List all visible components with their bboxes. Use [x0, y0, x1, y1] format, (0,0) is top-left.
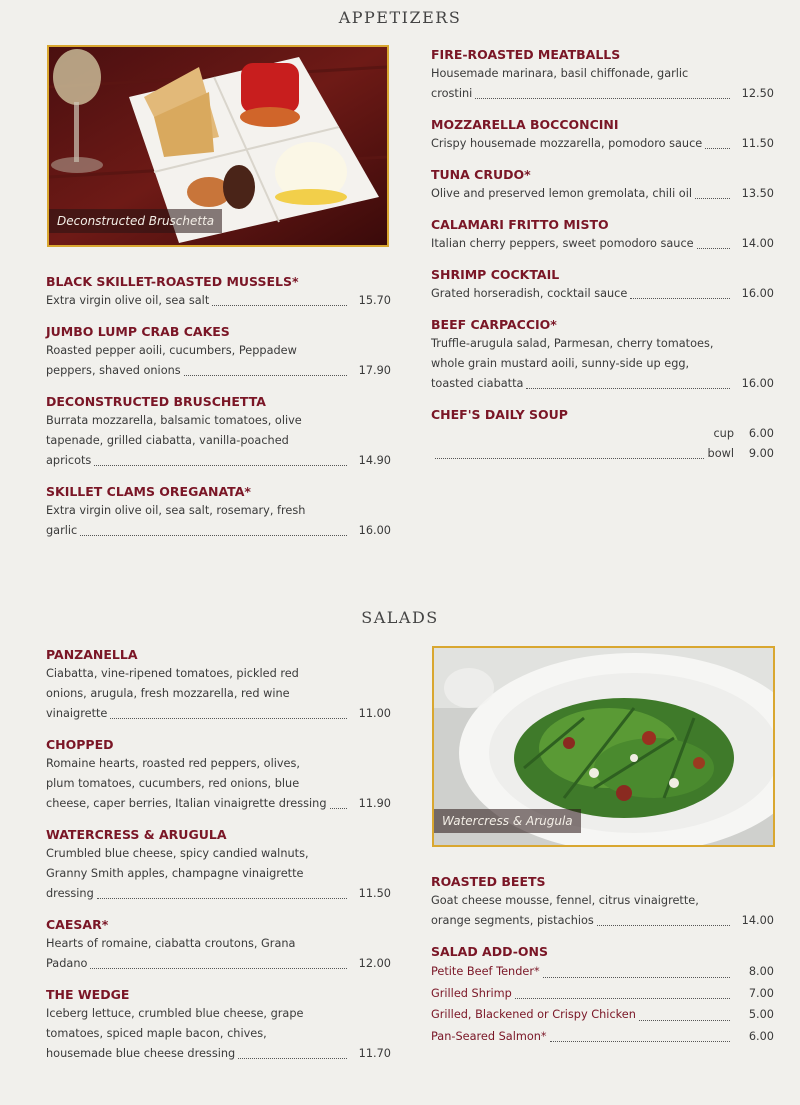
item-desc: Roasted pepper aoili, cucumbers, Peppadew	[46, 344, 297, 357]
item-name: DECONSTRUCTED BRUSCHETTA	[46, 394, 266, 409]
price-line	[46, 1044, 391, 1064]
item-name: ROASTED BEETS	[431, 874, 546, 889]
price-line	[46, 884, 391, 904]
price-line	[431, 84, 774, 104]
addon-label: Petite Beef Tender*	[431, 965, 540, 978]
soup-bowl-label: bowl	[707, 447, 734, 460]
item-desc: onions, arugula, fresh mozzarella, red wine	[46, 687, 290, 700]
addon-line	[431, 983, 774, 1005]
menu-item	[46, 736, 391, 814]
item-name: CALAMARI FRITTO MISTO	[431, 217, 609, 232]
item-desc: Olive and preserved lemon gremolata, chili oil	[431, 187, 692, 200]
item-price: 11.70	[358, 1047, 391, 1060]
price-line	[431, 134, 774, 154]
item-name: CHEF'S DAILY SOUP	[431, 407, 568, 422]
price-line	[46, 954, 391, 974]
price-line	[431, 374, 774, 394]
item-desc: cheese, caper berries, Italian vinaigrette dressing	[46, 797, 327, 810]
item-desc: orange segments, pistachios	[431, 914, 594, 927]
item-desc: tomatoes, spiced maple bacon, chives,	[46, 1027, 267, 1040]
addon-line	[431, 1026, 774, 1048]
addon-line	[431, 1004, 774, 1026]
item-desc: Hearts of romaine, ciabatta croutons, Grana	[46, 937, 296, 950]
item-price: 14.00	[741, 237, 774, 250]
item-price: 11.50	[358, 887, 391, 900]
price-line	[431, 284, 774, 304]
salads-left-column	[46, 646, 391, 1076]
item-desc: Extra virgin olive oil, sea salt	[46, 294, 210, 307]
price-line	[46, 361, 391, 381]
menu-item	[431, 166, 774, 204]
soup-cup-line	[431, 424, 774, 444]
soup-cup-label: cup	[713, 427, 734, 440]
bruschetta-caption: Deconstructed Bruschetta	[49, 209, 222, 233]
soup-bowl-line	[431, 444, 774, 464]
menu-item-soup	[431, 406, 774, 464]
menu-item	[46, 483, 391, 541]
item-desc: Iceberg lettuce, crumbled blue cheese, grape	[46, 1007, 304, 1020]
leader-dots	[475, 98, 730, 99]
item-desc: Crumbled blue cheese, spicy candied walnuts,	[46, 847, 309, 860]
item-name: JUMBO LUMP CRAB CAKES	[46, 324, 230, 339]
item-desc: Grated horseradish, cocktail sauce	[431, 287, 628, 300]
leader-dots	[238, 1058, 347, 1059]
bruschetta-photo	[47, 45, 389, 247]
item-price: 11.50	[741, 137, 774, 150]
addon-price: 6.00	[748, 1029, 774, 1043]
item-desc: Crispy housemade mozzarella, pomodoro sauce	[431, 137, 703, 150]
menu-item	[46, 323, 391, 381]
leader-dots	[110, 718, 347, 719]
item-name: SALAD ADD-ONS	[431, 944, 548, 959]
price-line	[431, 184, 774, 204]
item-desc: Extra virgin olive oil, sea salt, rosemary, fresh	[46, 504, 306, 517]
addon-label: Pan-Seared Salmon*	[431, 1029, 547, 1043]
item-name: CHOPPED	[46, 737, 114, 752]
leader-dots	[184, 375, 347, 376]
item-name: FIRE-ROASTED MEATBALLS	[431, 47, 621, 62]
menu-item	[431, 46, 774, 104]
item-price: 11.90	[358, 797, 391, 810]
item-price: 14.90	[358, 454, 391, 467]
item-name: PANZANELLA	[46, 647, 138, 662]
item-price: 12.00	[358, 957, 391, 970]
item-desc: Burrata mozzarella, balsamic tomatoes, olive	[46, 414, 302, 427]
item-name: BLACK SKILLET-ROASTED MUSSELS*	[46, 274, 299, 289]
item-desc: Housemade marinara, basil chiffonade, garlic	[431, 67, 689, 80]
leader-dots	[705, 148, 730, 149]
appetizers-right-column	[431, 46, 774, 476]
item-name: SKILLET CLAMS OREGANATA*	[46, 484, 251, 499]
item-desc: Granny Smith apples, champagne vinaigrette	[46, 867, 304, 880]
item-desc: crostini	[431, 87, 473, 100]
item-desc: dressing	[46, 887, 94, 900]
item-desc: vinaigrette	[46, 707, 108, 720]
item-price: 13.50	[741, 187, 774, 200]
price-line	[46, 451, 391, 471]
price-line	[46, 521, 391, 541]
leader-dots	[695, 198, 730, 199]
salads-title: SALADS	[361, 608, 439, 627]
leader-dots	[330, 808, 347, 809]
leader-dots	[526, 388, 730, 389]
item-desc: plum tomatoes, cucumbers, red onions, blue	[46, 777, 300, 790]
addon-price: 5.00	[748, 1008, 774, 1021]
leader-dots	[597, 925, 730, 926]
item-desc: apricots	[46, 454, 92, 467]
addon-price: 7.00	[748, 986, 774, 1000]
item-price: 14.00	[741, 914, 774, 927]
price-line	[46, 704, 391, 724]
item-price: 15.70	[358, 294, 391, 307]
item-desc: Ciabatta, vine-ripened tomatoes, pickled red	[46, 667, 299, 680]
leader-dots	[94, 465, 347, 466]
item-desc: whole grain mustard aoili, sunny-side up egg,	[431, 357, 690, 370]
salad-addons	[431, 943, 774, 1047]
menu-item	[46, 916, 391, 974]
leader-dots	[435, 458, 704, 459]
menu-item	[46, 273, 391, 311]
menu-item	[46, 826, 391, 904]
item-desc: Goat cheese mousse, fennel, citrus vinaigrette,	[431, 894, 699, 907]
appetizers-left-column	[46, 273, 391, 553]
item-desc: Italian cherry peppers, sweet pomodoro sauce	[431, 237, 694, 250]
watercress-photo	[432, 646, 775, 847]
leader-dots	[550, 1041, 730, 1042]
menu-item	[431, 116, 774, 154]
menu-item	[431, 216, 774, 254]
menu-item	[431, 266, 774, 304]
price-line	[431, 234, 774, 254]
item-price: 12.50	[741, 87, 774, 100]
watercress-caption: Watercress & Arugula	[434, 809, 581, 833]
item-name: CAESAR*	[46, 917, 109, 932]
item-name: WATERCRESS & ARUGULA	[46, 827, 227, 842]
price-line	[46, 291, 391, 311]
item-desc: toasted ciabatta	[431, 377, 524, 390]
item-name: TUNA CRUDO*	[431, 167, 531, 182]
leader-dots	[212, 305, 347, 306]
menu-item	[431, 873, 774, 931]
leader-dots	[543, 977, 730, 978]
item-name: THE WEDGE	[46, 987, 130, 1002]
menu-item	[46, 393, 391, 471]
item-name: BEEF CARPACCIO*	[431, 317, 557, 332]
leader-dots	[80, 535, 347, 536]
leader-dots	[97, 898, 347, 899]
item-desc: peppers, shaved onions	[46, 364, 181, 377]
soup-bowl-price: 9.00	[748, 447, 774, 460]
item-desc: Truffle-arugula salad, Parmesan, cherry tomatoes,	[431, 337, 714, 350]
addon-label: Grilled, Blackened or Crispy Chicken	[431, 1008, 636, 1021]
leader-dots	[515, 998, 730, 999]
item-price: 11.00	[358, 707, 391, 720]
price-line	[431, 911, 774, 931]
item-desc: housemade blue cheese dressing	[46, 1047, 236, 1060]
menu-item	[46, 646, 391, 724]
price-line	[46, 794, 391, 814]
menu-item	[431, 316, 774, 394]
item-desc: tapenade, grilled ciabatta, vanilla-poached	[46, 434, 289, 447]
item-desc: Romaine hearts, roasted red peppers, olives,	[46, 757, 300, 770]
appetizers-title: APPETIZERS	[338, 8, 462, 27]
addon-label: Grilled Shrimp	[431, 986, 512, 1000]
item-price: 16.00	[741, 377, 774, 390]
salads-right-column	[431, 873, 774, 1059]
item-desc: Padano	[46, 957, 88, 970]
soup-cup-price: 6.00	[748, 427, 774, 440]
item-name: MOZZARELLA BOCCONCINI	[431, 117, 619, 132]
item-name: SHRIMP COCKTAIL	[431, 267, 560, 282]
leader-dots	[639, 1020, 730, 1021]
item-price: 17.90	[358, 364, 391, 377]
leader-dots	[697, 248, 730, 249]
addon-line	[431, 961, 774, 983]
item-price: 16.00	[741, 287, 774, 300]
addon-price: 8.00	[748, 965, 774, 978]
leader-dots	[630, 298, 730, 299]
leader-dots	[90, 968, 347, 969]
item-price: 16.00	[358, 524, 391, 537]
item-desc: garlic	[46, 524, 78, 537]
menu-item	[46, 986, 391, 1064]
